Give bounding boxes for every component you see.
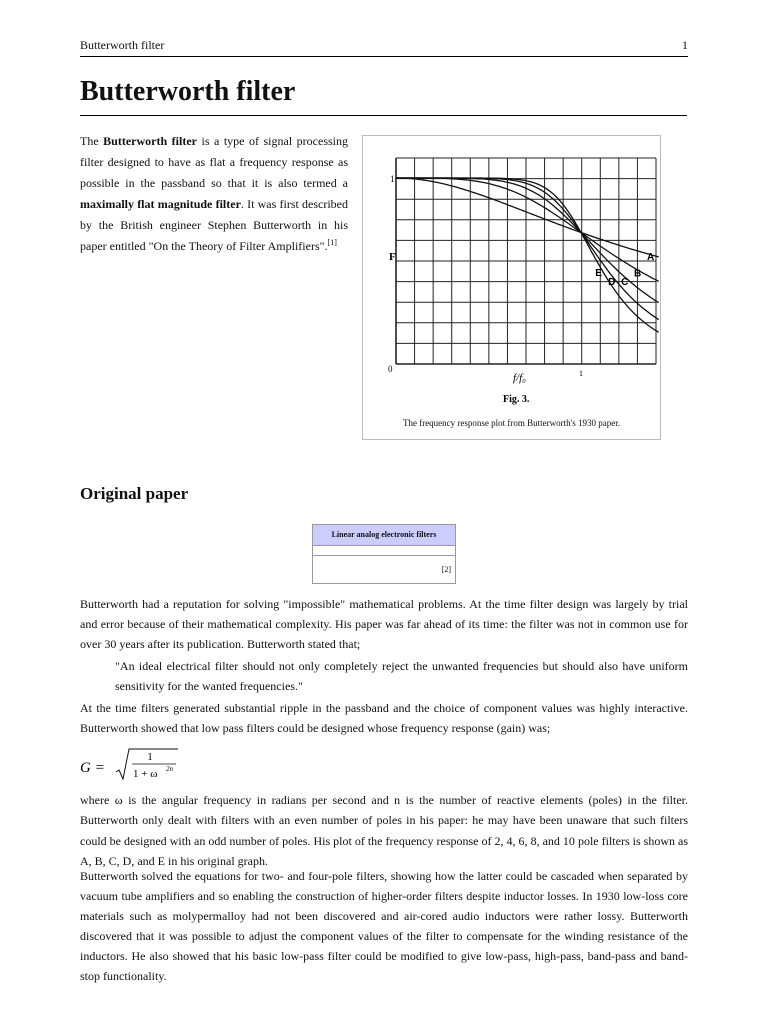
y-tick-one: 1 <box>390 174 395 184</box>
intro-paragraph <box>80 131 348 257</box>
paragraph-reputation: Butterworth had a reputation for solving "impossible" mathematical problems. At the time filter design was largely by trial and error because of their mathematical complexity. His paper was far ahead of its time: the filter was not in common use for over 30 years after its publication. Butterworth stated that; <box>80 597 688 651</box>
page-number: 1 <box>682 38 688 52</box>
formula-lhs: G = <box>80 760 105 776</box>
intro-text-1: The <box>80 134 104 148</box>
x-axis-label: f/f₀ <box>513 372 526 384</box>
y-axis-label: F <box>389 251 396 263</box>
figure-number-label: Fig. 3. <box>503 394 530 405</box>
navbox-divider <box>313 546 455 556</box>
citation-link-1[interactable]: [1] <box>327 238 337 247</box>
intro-text-2: is a type of signal processing filter designed to have as flat a frequency response as possible in the passband so that it is also termed a <box>80 134 349 190</box>
intro-text-3: . It was first described by the British engineer Stephen Butterworth in his paper entitled "On the Theory of Filter Amplifiers". <box>80 197 348 253</box>
citation-link-2[interactable]: [2] <box>441 565 451 574</box>
paragraph-ripple: At the time filters generated substantial ripple in the passband and the choice of component values was highly interactive. Butterworth showed that low pass filters could be designed whose frequency response (gain) was; <box>80 701 688 735</box>
x-tick-one: 1 <box>579 369 583 378</box>
y-tick-zero: 0 <box>388 364 393 374</box>
formula-exponent: 2n <box>166 765 173 773</box>
figure-caption: The frequency response plot from Butterworth's 1930 paper. <box>402 418 621 428</box>
frequency-response-plot <box>363 136 660 416</box>
curve-label: C <box>621 276 629 288</box>
curve-label: A <box>647 251 655 263</box>
intro-bold-term: Butterworth filter <box>103 134 197 148</box>
curve-label: B <box>634 268 642 280</box>
curve-label: D <box>608 277 616 288</box>
blockquote: "An ideal electrical filter should not only completely reject the unwanted frequencies but should also have uniform sensitivity for the wanted frequencies." <box>115 659 688 693</box>
navbox <box>312 524 456 584</box>
running-header-title: Butterworth filter <box>80 38 165 52</box>
page-title: Butterworth filter <box>80 76 687 116</box>
formula-denominator: 1 + ω <box>133 768 158 780</box>
gain-formula <box>80 746 200 782</box>
formula-numerator: 1 <box>147 751 153 763</box>
intro-bold-alias: maximally flat magnitude filter <box>80 197 241 211</box>
section-heading-original-paper: Original paper <box>80 484 189 503</box>
figure-box <box>362 135 661 440</box>
paragraph-solutions: Butterworth solved the equations for two- and four-pole filters, showing how the latter could be cascaded when separated by vacuum tube amplifiers and so enabling the construction of higher-order filters despite inductor losses. In 1930 low-loss core materials such as molypermalloy had not been discovered and air-cored audio inductors were rather lossy. Butterworth discovered that it was possible to adjust the component values of the filter to compensate for the winding resistance of the inductors. He also showed that his basic low-pass filter could be modified to give low-pass, high-pass, band-pass and band-stop functionality. <box>80 869 688 983</box>
navbox-title: Linear analog electronic filters <box>313 525 455 546</box>
running-header <box>80 38 688 57</box>
paragraph-poles: where ω is the angular frequency in radians per second and n is the number of reactive elements (poles) in the filter. Butterworth only dealt with filters with an even number of poles in his paper: he may have been unaware that such filters could be designed with an odd number of poles. His plot of the frequency response of 2, 4, 6, 8, and 10 pole filters is shown as A, B, C, D, and E in his original graph. <box>80 793 688 868</box>
curve-label: E <box>595 268 602 280</box>
